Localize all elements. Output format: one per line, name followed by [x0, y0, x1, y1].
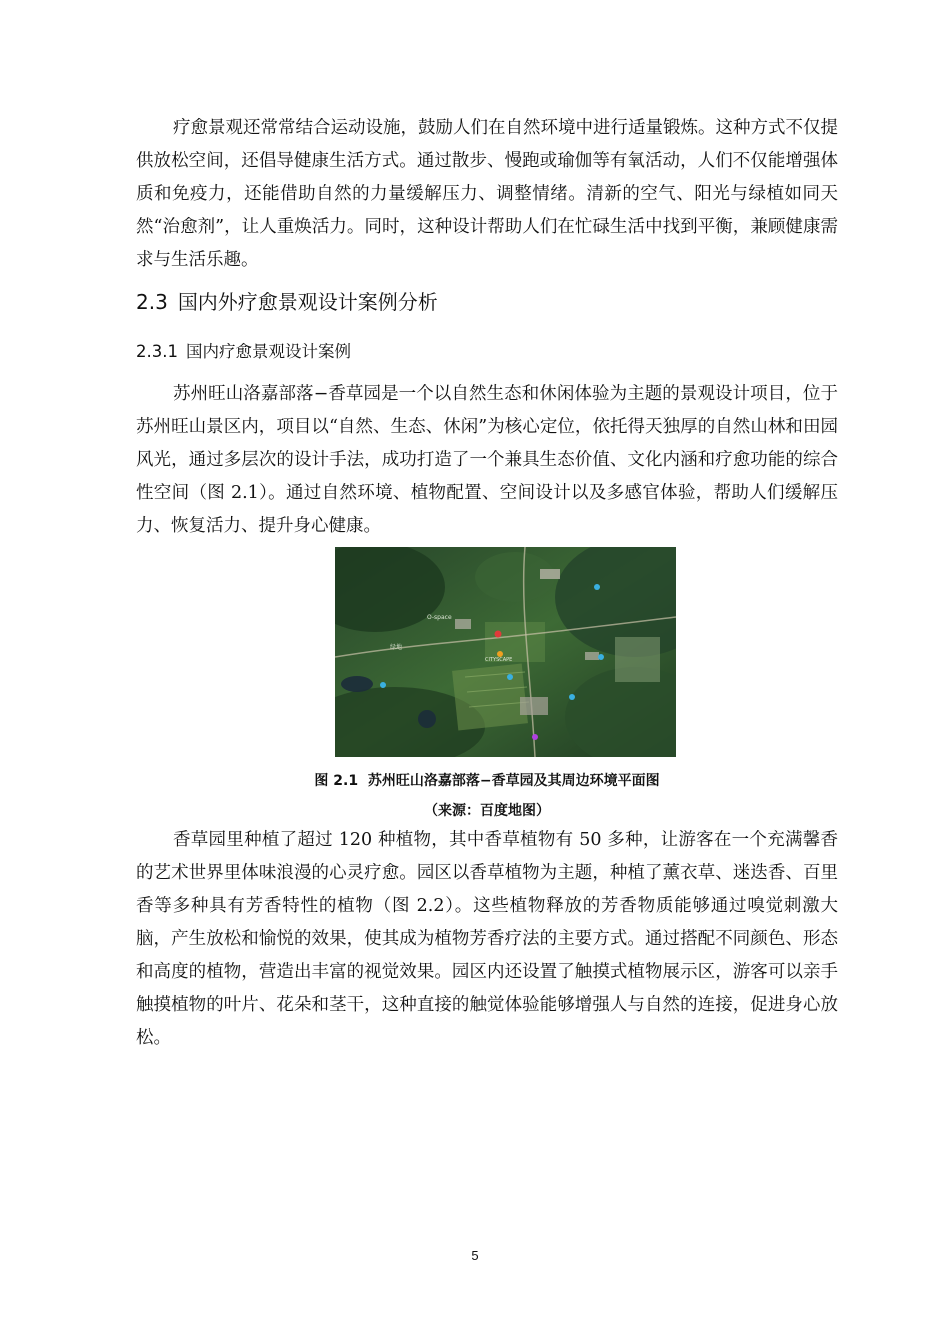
- section-title: 国内外疗愈景观设计案例分析: [177, 290, 438, 314]
- herbs-paragraph: 香草园里种植了超过 120 种植物，其中香草植物有 50 多种，让游客在一个充满馨香的艺术世界里体味浪漫的心灵疗愈。园区以香草植物为主题，种植了薰衣草、迷迭香、百里香等多种具有芳香特性的植物（图 2.2）。这些植物释放的芳香物质能够通过嗅觉刺激大脑，产生放松和愉悦的效果，使其成为植物芳香疗法的主要方式。通过搭配不同颜色、形态和高度的植物，营造出丰富的视觉效果。园区内还设置了触摸式植物展示区，游客可以亲手触摸植物的叶片、花朵和茎干，这种直接的触觉体验能够增强人与自然的连接，促进身心放松。: [136, 830, 838, 1048]
- page-number: 5: [471, 1248, 479, 1263]
- map-label-ospace: O-space: [427, 614, 452, 621]
- figure-caption-label: 图 2.1: [314, 773, 359, 789]
- section-number: 2.3: [136, 290, 168, 314]
- figure-source: （来源：百度地图）: [424, 803, 550, 819]
- subsection-title: 国内疗愈景观设计案例: [185, 342, 351, 361]
- intro-paragraph: 疗愈景观还常常结合运动设施，鼓励人们在自然环境中进行适量锻炼。这种方式不仅提供放松空间，还倡导健康生活方式。通过散步、慢跑或瑜伽等有氧活动，人们不仅能增强体质和免疫力，还能借助自然的力量缓解压力、调整情绪。清新的空气、阳光与绿植如同天然“治愈剂”，让人重焕活力。同时，这种设计帮助人们在忙碌生活中找到平衡，兼顾健康需求与生活乐趣。: [136, 118, 838, 270]
- figure-caption-text: 苏州旺山洛嘉部落−香草园及其周边环境平面图: [367, 773, 660, 789]
- satellite-map: [335, 547, 676, 757]
- case-paragraph: 苏州旺山洛嘉部落−香草园是一个以自然生态和休闲体验为主题的景观设计项目，位于苏州旺山景区内，项目以“自然、生态、休闲”为核心定位，依托得天独厚的自然山林和田园风光，通过多层次的设计手法，成功打造了一个兼具生态价值、文化内涵和疗愈功能的综合性空间（图 2.1）。通过自然环境、植物配置、空间设计以及多感官体验，帮助人们缓解压力、恢复活力、提升身心健康。: [136, 384, 838, 536]
- satellite-map-image: [335, 547, 676, 757]
- subsection-heading: [136, 338, 351, 362]
- subsection-number: 2.3.1: [136, 342, 178, 361]
- section-heading: [136, 286, 438, 315]
- map-label-green: 绿地: [390, 644, 403, 651]
- figure-caption: [136, 770, 838, 790]
- map-label-route: CITYSCAPE: [485, 657, 513, 663]
